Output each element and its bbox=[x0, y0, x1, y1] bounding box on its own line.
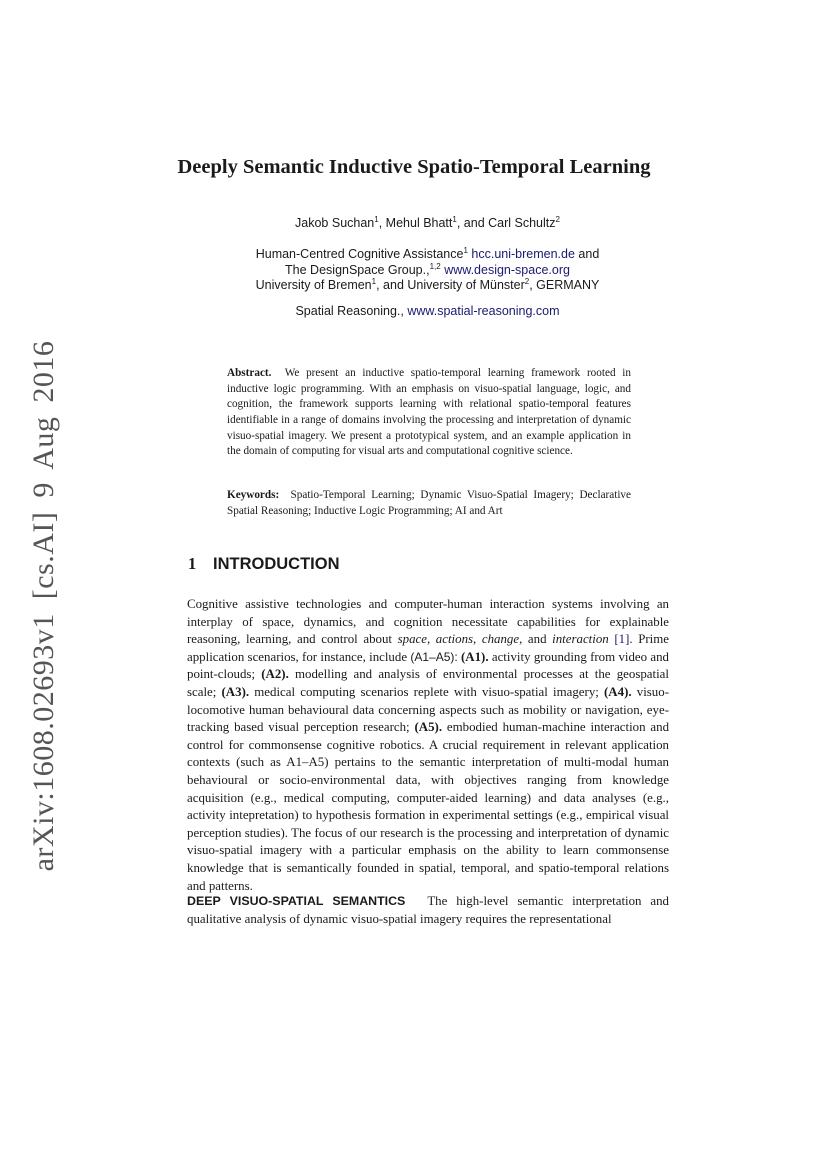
design-space-link[interactable]: www.design-space.org bbox=[444, 263, 570, 277]
abstract-text: We present an inductive spatio-temporal learning framework rooted in inductive logic programming. With an emphasis on visuo-spatial language, logic, and cognition, the framework supports learning with relational spatio-temporal features identifiable in a range of domains involving the processing and interpretation of dynamic visuo-spatial imagery. We present a prototypical system, and an example application in the domain of computing for visual arts and computational cognitive science. bbox=[227, 367, 631, 458]
keywords bbox=[227, 488, 631, 519]
author-name: Carl Schultz bbox=[488, 216, 556, 230]
section-title: INTRODUCTION bbox=[213, 555, 340, 573]
abstract bbox=[227, 366, 631, 460]
author-affil-sup: 2 bbox=[555, 214, 560, 224]
runin-heading: DEEP VISUO-SPATIAL SEMANTICS bbox=[187, 894, 406, 908]
section-number: 1 bbox=[188, 554, 197, 573]
section-heading bbox=[188, 554, 340, 574]
paper-title: Deeply Semantic Inductive Spatio-Temporal Learning bbox=[177, 156, 651, 178]
author-name: Mehul Bhatt bbox=[385, 216, 453, 230]
affiliation-line-4: Spatial Reasoning., www.spatial-reasoning.com bbox=[295, 304, 560, 318]
arxiv-stamp: arXiv:1608.02693v1 [cs.AI] 9 Aug 2016 bbox=[27, 340, 60, 872]
citation-link[interactable]: [1] bbox=[614, 632, 630, 647]
affiliation-line-2: The DesignSpace Group.,$^{1,2}$ www.design-space.org bbox=[285, 261, 570, 277]
abstract-label: Abstract. bbox=[227, 367, 272, 379]
author-name: Jakob Suchan bbox=[295, 216, 375, 230]
keywords-label: Keywords: bbox=[227, 489, 280, 501]
deep-semantics-paragraph: DEEP VISUO-SPATIAL SEMANTICS The high-level semantic interpretation and qualitative analysis of dynamic visuo-spatial imagery requires the representational bbox=[187, 894, 669, 926]
affiliation-line-1: Human-Centred Cognitive Assistance$^1$ hcc.uni-bremen.de and bbox=[255, 245, 600, 261]
keywords-text: Spatio-Temporal Learning; Dynamic Visuo-Spatial Imagery; Declarative Spatial Reasoning; Inductive Logic Programming; AI and Art bbox=[227, 489, 631, 517]
hcc-link[interactable]: hcc.uni-bremen.de bbox=[471, 247, 575, 261]
intro-paragraph: Cognitive assistive technologies and computer-human interaction systems involving an interplay of space, dynamics, and cognition necessitate capabilities for explainable reasoning, learning, and control about space, actions, change, and interaction [1]. Prime application scenarios, for instance, include (A1–A5): (A1). activity grounding from video and point-clouds; (A2). modelling and analysis of environmental processes at the geospatial scale; (A3). medical computing scenarios replete with visuo-spatial imagery; (A4). visuo-locomotive human behavioural data concerning aspects such as mobility or navigation, eye-tracking based visual perception research; (A5). embodied human-machine interaction and control for commonsense cognitive robotics. A crucial requirement in relevant application contexts (such as A1–A5) pertains to the semantic interpretation of multi-modal human behavioural or socio-environmental data, with objectives ranging from knowledge acquisition (e.g., medical computing, computer-aided learning) and data analyses (e.g., activity intepretation) to hypothesis formation in experimental settings (e.g., empirical visual perception studies). The focus of our research is the processing and interpretation of dynamic visuo-spatial imagery with a particular emphasis on the ability to learn commonsense knowledge that is semantically founded in spatial, temporal, and spatio-temporal relations and patterns. bbox=[187, 597, 670, 893]
affiliation-line-3: University of Bremen$^1$, and University of Münster$^2$, GERMANY bbox=[255, 276, 600, 292]
spatial-reasoning-link[interactable]: www.spatial-reasoning.com bbox=[407, 304, 560, 318]
author-affil-sup: 1 bbox=[452, 214, 457, 224]
author-affil-sup: 1 bbox=[374, 214, 379, 224]
author-line: Jakob Suchan$^1$, Mehul Bhatt$^1$, and Carl Schultz$^2$ bbox=[295, 214, 560, 230]
